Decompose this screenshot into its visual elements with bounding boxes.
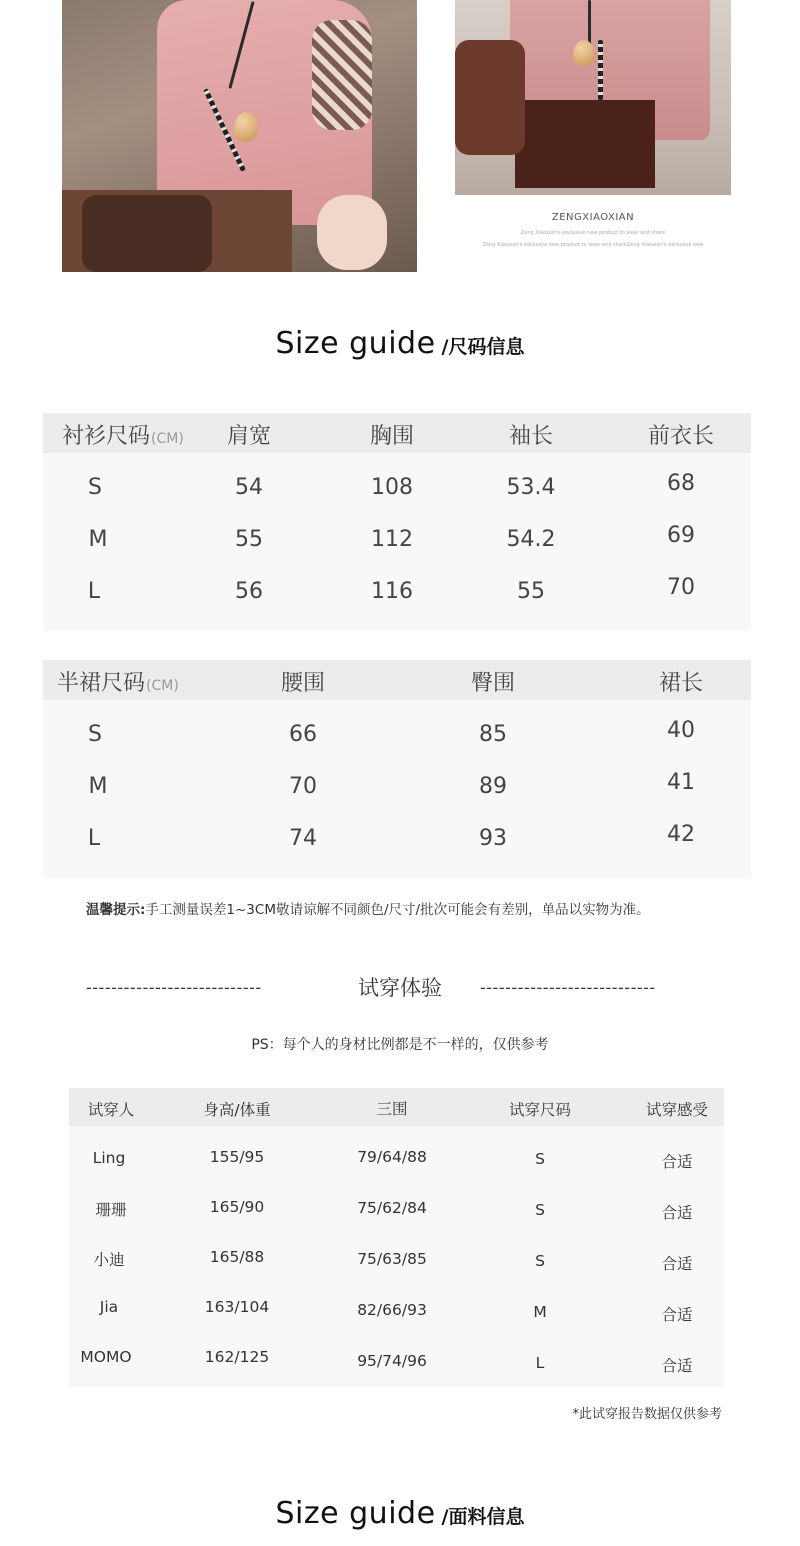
tester-name: Ling <box>92 1149 126 1167</box>
table-cell: 40 <box>667 718 695 743</box>
product-photo-left <box>62 0 417 272</box>
table-cell: S <box>535 1150 545 1168</box>
tester-name: MOMO <box>80 1348 132 1366</box>
table-cell: 68 <box>667 471 695 496</box>
table-cell: 合适 <box>661 1153 693 1171</box>
col-hip: 臀围 <box>470 671 516 696</box>
row-size: S <box>88 722 102 747</box>
table-cell: 108 <box>371 475 413 500</box>
tryon-ps-note: PS：每个人的身材比例都是不一样的，仅供参考 <box>251 1037 549 1053</box>
hand <box>317 195 387 270</box>
table-cell: 54 <box>235 475 263 500</box>
col-tester: 试穿人 <box>87 1101 135 1119</box>
fabric-info-heading <box>0 1496 800 1531</box>
col-chest: 胸围 <box>369 424 415 449</box>
lanyard-strap <box>598 40 603 100</box>
table-cell: 54.2 <box>506 527 556 552</box>
notice-text: 手工测量误差1~3CM敬请谅解不同颜色/尺寸/批次可能会有差别，单品以实物为准。 <box>145 902 650 918</box>
row-size: L <box>87 579 101 604</box>
tryon-heading: 试穿体验 <box>358 976 442 1000</box>
brand-tagline: Zeng Xiaoxian's exclusive new product to wear and share <box>520 230 666 236</box>
dashed-divider-left: ---------------------------- <box>86 978 262 997</box>
table-cell: 155/95 <box>209 1148 265 1166</box>
tester-name: 小迪 <box>93 1251 125 1269</box>
row-size: M <box>88 527 108 552</box>
size-guide-heading <box>0 326 800 361</box>
table-cell: 85 <box>479 722 507 747</box>
table-cell: 162/125 <box>204 1348 270 1366</box>
table-cell: 42 <box>667 822 695 847</box>
table-cell: 165/90 <box>209 1198 265 1216</box>
table-cell: 74 <box>289 826 317 851</box>
fabric-info-cn: /面料信息 <box>441 1506 525 1528</box>
table-cell: 55 <box>235 527 263 552</box>
table-cell: 95/74/96 <box>357 1352 427 1370</box>
tester-name: 珊珊 <box>95 1201 127 1219</box>
plaid-sleeve <box>312 20 372 130</box>
col-sleeve: 袖长 <box>508 424 554 449</box>
table-cell: 75/62/84 <box>357 1199 427 1217</box>
table-cell: 116 <box>371 579 413 604</box>
table-cell: S <box>535 1201 545 1219</box>
table-cell: 112 <box>371 527 413 552</box>
shirt-size-table <box>43 413 751 631</box>
table-cell: 70 <box>289 774 317 799</box>
tryon-table <box>69 1088 724 1387</box>
col-front-length: 前衣长 <box>647 424 715 449</box>
brown-skirt <box>515 100 655 188</box>
table-cell: 66 <box>289 722 317 747</box>
table-cell: 合适 <box>661 1306 693 1324</box>
col-measurements: 三围 <box>376 1100 408 1118</box>
handbag <box>82 195 212 272</box>
table-cell: 163/104 <box>204 1298 270 1316</box>
table-cell: 89 <box>479 774 507 799</box>
egg-pendant <box>573 40 595 66</box>
brand-name: ZENGXIAOXIAN <box>551 212 635 223</box>
skirt-size-label: 半裙尺码(CM) <box>57 671 179 696</box>
table-cell: 93 <box>479 826 507 851</box>
table-cell: 165/88 <box>209 1248 265 1266</box>
shirt-size-label: 衬衫尺码(CM) <box>62 424 184 449</box>
tryon-footnote: *此试穿报告数据仅供参考 <box>572 1407 722 1422</box>
notice-label: 温馨提示: <box>86 902 146 918</box>
col-skirt-length: 裙长 <box>658 671 704 696</box>
row-size: S <box>88 475 102 500</box>
col-waist: 腰围 <box>280 671 326 696</box>
dashed-divider-right: ---------------------------- <box>480 978 656 997</box>
col-shoulder: 肩宽 <box>226 424 272 449</box>
table-cell: 75/63/85 <box>357 1250 427 1268</box>
handbag <box>455 40 525 155</box>
col-height-weight: 身高/体重 <box>203 1101 271 1119</box>
size-guide-en: Size guide <box>275 1496 436 1531</box>
row-size: M <box>88 774 108 799</box>
size-guide-en: Size guide <box>275 326 436 361</box>
product-photo-right <box>455 0 731 195</box>
row-size: L <box>87 826 101 851</box>
table-cell: S <box>535 1252 545 1270</box>
skirt-size-table <box>43 660 751 878</box>
table-cell: M <box>533 1303 547 1321</box>
egg-pendant <box>234 112 258 142</box>
measurement-notice <box>86 898 650 918</box>
table-cell: 56 <box>235 579 263 604</box>
table-cell: 69 <box>667 523 695 548</box>
table-cell: 70 <box>667 575 695 600</box>
table-cell: L <box>535 1354 545 1372</box>
table-cell: 82/66/93 <box>357 1301 427 1319</box>
table-cell: 合适 <box>661 1204 693 1222</box>
table-cell: 79/64/88 <box>357 1148 427 1166</box>
col-tried-size: 试穿尺码 <box>508 1101 572 1119</box>
table-cell: 53.4 <box>506 475 556 500</box>
table-cell: 41 <box>667 770 695 795</box>
tester-name: Jia <box>99 1298 119 1316</box>
brand-tagline-repeat: Zeng Xiaoxian's exclusive new product to wear and shareZeng Xiaoxian's exclusive new <box>482 242 704 248</box>
table-cell: 合适 <box>661 1255 693 1273</box>
col-fit-feeling: 试穿感受 <box>645 1101 709 1119</box>
size-guide-cn: /尺码信息 <box>441 336 525 358</box>
table-cell: 55 <box>517 579 545 604</box>
table-cell: 合适 <box>661 1357 693 1375</box>
